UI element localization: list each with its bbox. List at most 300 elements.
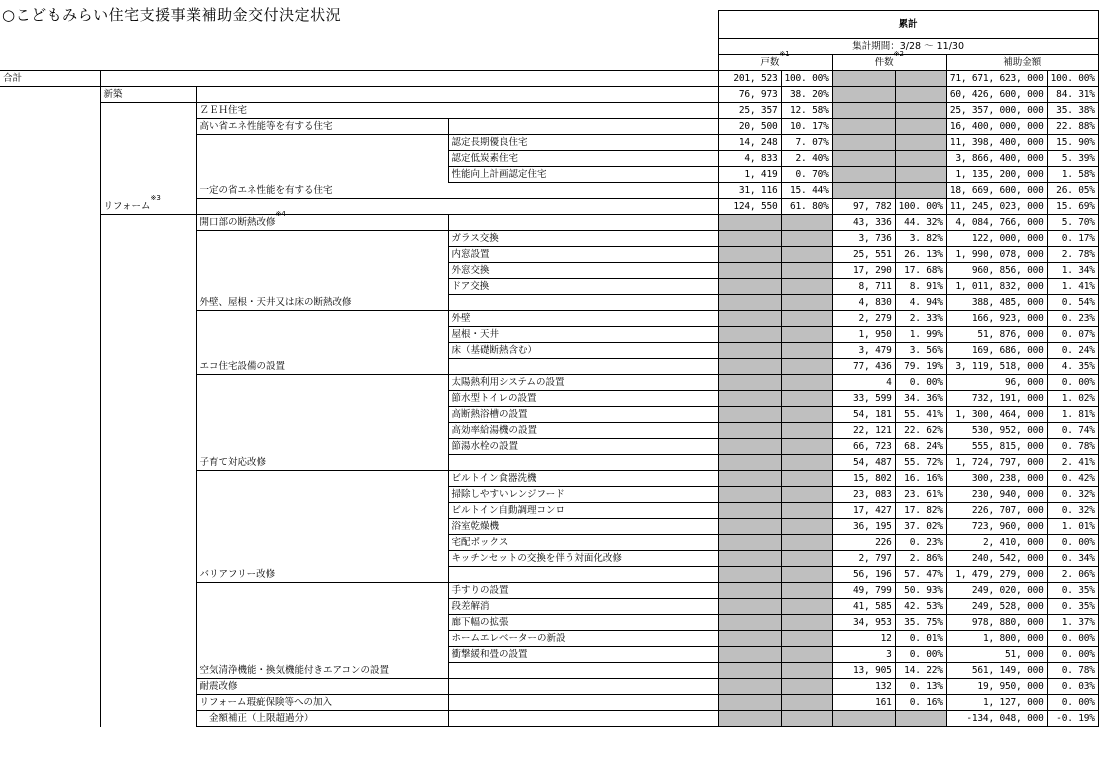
cases-percent: 35. 75% <box>895 615 946 631</box>
households-value <box>718 359 781 375</box>
tree-indent <box>196 503 448 519</box>
tree-indent <box>0 583 100 599</box>
cases-value: 12 <box>832 631 895 647</box>
households-percent <box>781 311 832 327</box>
tree-indent <box>100 663 196 679</box>
households-value <box>718 647 781 663</box>
amount-percent: 22. 88% <box>1047 119 1098 135</box>
row-label: 認定長期優良住宅 <box>448 135 718 151</box>
table-row <box>0 407 1098 423</box>
households-percent: 7. 07% <box>781 135 832 151</box>
tree-indent <box>0 679 100 695</box>
row-label: 高効率給湯機の設置 <box>448 423 718 439</box>
amount-value: 96, 000 <box>946 375 1047 391</box>
tree-indent <box>0 455 100 471</box>
tree-indent <box>196 519 448 535</box>
amount-value: 530, 952, 000 <box>946 423 1047 439</box>
table-row <box>0 295 1098 311</box>
amount-percent: 4. 35% <box>1047 359 1098 375</box>
households-percent <box>781 327 832 343</box>
tree-indent <box>100 583 196 599</box>
tree-indent <box>100 375 196 391</box>
households-value: 76, 973 <box>718 87 781 103</box>
cases-value <box>832 119 895 135</box>
amount-percent: 84. 31% <box>1047 87 1098 103</box>
households-value <box>718 391 781 407</box>
amount-value: 166, 923, 000 <box>946 311 1047 327</box>
row-label: 耐震改修 <box>196 679 448 695</box>
tree-indent <box>0 119 100 135</box>
table-row <box>0 567 1098 583</box>
cases-percent: 68. 24% <box>895 439 946 455</box>
row-label: ガラス交換 <box>448 231 718 247</box>
cases-percent: 0. 23% <box>895 535 946 551</box>
households-percent <box>781 279 832 295</box>
row-label: キッチンセットの交換を伴う対面化改修 <box>448 551 718 567</box>
tree-indent <box>0 487 100 503</box>
tree-indent <box>100 503 196 519</box>
households-value <box>718 407 781 423</box>
row-label: 空気清浄機能・換気機能付きエアコンの設置 <box>196 663 448 679</box>
table-row <box>0 439 1098 455</box>
table-row <box>0 615 1098 631</box>
row-label-span <box>448 71 718 87</box>
tree-indent <box>0 503 100 519</box>
households-percent: 38. 20% <box>781 87 832 103</box>
tree-indent <box>100 455 196 471</box>
tree-indent <box>196 583 448 599</box>
tree-indent <box>100 487 196 503</box>
tree-indent <box>0 551 100 567</box>
row-label: 外壁、屋根・天井又は床の断熱改修 <box>196 295 448 311</box>
households-percent: 12. 58% <box>781 103 832 119</box>
table-row <box>0 471 1098 487</box>
row-label-span <box>448 215 718 231</box>
row-label: ドア交換 <box>448 279 718 295</box>
cases-value: 41, 585 <box>832 599 895 615</box>
table-row <box>0 359 1098 375</box>
amount-value: 978, 880, 000 <box>946 615 1047 631</box>
table-row <box>0 695 1098 711</box>
tree-indent <box>196 231 448 247</box>
tree-indent <box>100 647 196 663</box>
households-value <box>718 311 781 327</box>
households-header: 戸数$^{※1}$ <box>718 55 832 71</box>
row-label-span <box>448 663 718 679</box>
tree-indent <box>100 247 196 263</box>
table-row <box>0 103 1098 119</box>
table-row <box>0 247 1098 263</box>
households-percent: 15. 44% <box>781 183 832 199</box>
row-label-span <box>448 679 718 695</box>
tree-indent <box>0 151 100 167</box>
amount-percent: 0. 24% <box>1047 343 1098 359</box>
amount-percent: 15. 90% <box>1047 135 1098 151</box>
tree-indent <box>196 391 448 407</box>
tree-indent <box>0 135 100 151</box>
amount-value: 1, 135, 200, 000 <box>946 167 1047 183</box>
tree-indent <box>196 263 448 279</box>
amount-value: 723, 960, 000 <box>946 519 1047 535</box>
cases-value: 3, 479 <box>832 343 895 359</box>
amount-value: 18, 669, 600, 000 <box>946 183 1047 199</box>
row-label-span <box>196 199 448 215</box>
amount-value: 1, 300, 464, 000 <box>946 407 1047 423</box>
amount-percent: 2. 06% <box>1047 567 1098 583</box>
amount-percent: 0. 07% <box>1047 327 1098 343</box>
cases-percent: 42. 53% <box>895 599 946 615</box>
row-label: リフォーム瑕疵保険等への加入 <box>196 695 448 711</box>
households-value <box>718 231 781 247</box>
amount-percent: 1. 02% <box>1047 391 1098 407</box>
row-label: 屋根・天井 <box>448 327 718 343</box>
cases-value <box>832 167 895 183</box>
cases-value: 3 <box>832 647 895 663</box>
table-row <box>0 711 1098 727</box>
cases-percent: 22. 62% <box>895 423 946 439</box>
households-value <box>718 343 781 359</box>
households-value <box>718 295 781 311</box>
cases-value: 2, 279 <box>832 311 895 327</box>
households-value <box>718 375 781 391</box>
tree-indent <box>100 519 196 535</box>
cases-percent <box>895 711 946 727</box>
row-label: 開口部の断熱改修$^{※4}$ <box>196 215 448 231</box>
cases-percent <box>895 167 946 183</box>
tree-indent <box>196 247 448 263</box>
tree-indent <box>0 439 100 455</box>
amount-value: 11, 398, 400, 000 <box>946 135 1047 151</box>
amount-value: 226, 707, 000 <box>946 503 1047 519</box>
households-percent <box>781 247 832 263</box>
households-percent: 2. 40% <box>781 151 832 167</box>
tree-indent <box>100 359 196 375</box>
table-row <box>0 183 1098 199</box>
households-value <box>718 679 781 695</box>
subsidy-table <box>0 10 1099 727</box>
households-percent <box>781 599 832 615</box>
amount-percent: 1. 81% <box>1047 407 1098 423</box>
tree-indent <box>0 375 100 391</box>
tree-indent <box>0 263 100 279</box>
table-row <box>0 631 1098 647</box>
amount-percent: 0. 78% <box>1047 663 1098 679</box>
tree-indent <box>0 599 100 615</box>
amount-value: 388, 485, 000 <box>946 295 1047 311</box>
row-label-span <box>448 455 718 471</box>
tree-indent <box>100 183 196 199</box>
tree-indent <box>100 567 196 583</box>
cases-value: 97, 782 <box>832 199 895 215</box>
tree-indent <box>100 311 196 327</box>
amount-value: 3, 866, 400, 000 <box>946 151 1047 167</box>
amount-value: 300, 238, 000 <box>946 471 1047 487</box>
table-row <box>0 663 1098 679</box>
amount-percent: 0. 32% <box>1047 487 1098 503</box>
cases-percent: 0. 01% <box>895 631 946 647</box>
households-value <box>718 471 781 487</box>
row-label-span <box>448 295 718 311</box>
tree-indent <box>0 695 100 711</box>
cases-value: 8, 711 <box>832 279 895 295</box>
tree-indent <box>100 279 196 295</box>
amount-percent: 0. 78% <box>1047 439 1098 455</box>
cases-value: 77, 436 <box>832 359 895 375</box>
households-percent <box>781 375 832 391</box>
tree-indent <box>0 631 100 647</box>
table-row <box>0 231 1098 247</box>
amount-percent: 2. 78% <box>1047 247 1098 263</box>
tree-indent <box>100 231 196 247</box>
cases-value: 34, 953 <box>832 615 895 631</box>
header-row-3 <box>0 55 1098 71</box>
amount-value: 25, 357, 000, 000 <box>946 103 1047 119</box>
households-value <box>718 423 781 439</box>
table-row <box>0 167 1098 183</box>
amount-percent: -0. 19% <box>1047 711 1098 727</box>
cases-percent: 1. 99% <box>895 327 946 343</box>
households-percent <box>781 519 832 535</box>
cases-percent: 55. 72% <box>895 455 946 471</box>
tree-indent <box>100 439 196 455</box>
row-label: 廊下幅の拡張 <box>448 615 718 631</box>
tree-indent <box>100 471 196 487</box>
cases-value: 17, 427 <box>832 503 895 519</box>
tree-indent <box>100 135 196 151</box>
cases-value: 13, 905 <box>832 663 895 679</box>
households-value <box>718 279 781 295</box>
tree-indent <box>196 471 448 487</box>
amount-percent: 26. 05% <box>1047 183 1098 199</box>
table-row <box>0 647 1098 663</box>
cases-value: 23, 083 <box>832 487 895 503</box>
cases-value: 25, 551 <box>832 247 895 263</box>
table-row <box>0 87 1098 103</box>
table-row <box>0 263 1098 279</box>
amount-value: 240, 542, 000 <box>946 551 1047 567</box>
households-value <box>718 711 781 727</box>
row-label-span <box>196 87 448 103</box>
table-row <box>0 583 1098 599</box>
amount-percent: 0. 32% <box>1047 503 1098 519</box>
tree-indent <box>0 663 100 679</box>
cases-value: 132 <box>832 679 895 695</box>
cases-percent <box>895 119 946 135</box>
cases-percent: 14. 22% <box>895 663 946 679</box>
table-row <box>0 119 1098 135</box>
cases-percent <box>895 87 946 103</box>
amount-value: 51, 876, 000 <box>946 327 1047 343</box>
tree-indent <box>100 679 196 695</box>
amount-percent: 1. 58% <box>1047 167 1098 183</box>
row-label: 浴室乾燥機 <box>448 519 718 535</box>
households-value <box>718 615 781 631</box>
tree-indent <box>100 343 196 359</box>
row-label: ホームエレベーターの新設 <box>448 631 718 647</box>
households-value <box>718 631 781 647</box>
amount-value: 60, 426, 600, 000 <box>946 87 1047 103</box>
households-percent <box>781 679 832 695</box>
amount-value: 11, 245, 023, 000 <box>946 199 1047 215</box>
cases-value: 17, 290 <box>832 263 895 279</box>
households-percent <box>781 711 832 727</box>
cases-percent <box>895 71 946 87</box>
cases-percent: 57. 47% <box>895 567 946 583</box>
row-label: 認定低炭素住宅 <box>448 151 718 167</box>
households-percent <box>781 631 832 647</box>
households-value: 31, 116 <box>718 183 781 199</box>
tree-indent <box>196 439 448 455</box>
amount-percent: 1. 01% <box>1047 519 1098 535</box>
tree-indent <box>196 551 448 567</box>
cases-percent: 79. 19% <box>895 359 946 375</box>
households-value <box>718 487 781 503</box>
cases-value <box>832 151 895 167</box>
amount-percent: 1. 34% <box>1047 263 1098 279</box>
households-percent <box>781 503 832 519</box>
households-value: 20, 500 <box>718 119 781 135</box>
households-value <box>718 503 781 519</box>
amount-percent: 5. 70% <box>1047 215 1098 231</box>
amount-value: 1, 724, 797, 000 <box>946 455 1047 471</box>
table-row <box>0 71 1098 87</box>
tree-indent <box>0 199 100 215</box>
cases-value: 56, 196 <box>832 567 895 583</box>
tree-indent <box>0 183 100 199</box>
row-label: 太陽熱利用システムの設置 <box>448 375 718 391</box>
table-row <box>0 519 1098 535</box>
tree-indent <box>196 135 448 151</box>
households-value: 4, 833 <box>718 151 781 167</box>
households-percent <box>781 215 832 231</box>
tree-indent <box>0 215 100 231</box>
households-percent <box>781 487 832 503</box>
amount-percent: 0. 23% <box>1047 311 1098 327</box>
row-label: 金額補正（上限超過分） <box>196 711 448 727</box>
table-row <box>0 455 1098 471</box>
tree-indent <box>196 535 448 551</box>
amount-percent: 0. 35% <box>1047 599 1098 615</box>
tree-indent <box>100 631 196 647</box>
households-percent <box>781 423 832 439</box>
tree-indent <box>0 231 100 247</box>
tree-indent <box>100 263 196 279</box>
tree-indent <box>100 711 196 727</box>
cumulative-header: 累計 <box>718 11 1098 39</box>
households-value: 1, 419 <box>718 167 781 183</box>
cases-percent: 17. 82% <box>895 503 946 519</box>
tree-indent <box>0 471 100 487</box>
table-row <box>0 199 1098 215</box>
amount-value: 230, 940, 000 <box>946 487 1047 503</box>
amount-value: 169, 686, 000 <box>946 343 1047 359</box>
tree-indent <box>0 87 100 103</box>
row-label: エコ住宅設備の設置 <box>196 359 448 375</box>
households-value <box>718 519 781 535</box>
amount-value: 249, 020, 000 <box>946 583 1047 599</box>
table-row <box>0 391 1098 407</box>
amount-value: 2, 410, 000 <box>946 535 1047 551</box>
households-value <box>718 567 781 583</box>
cases-percent: 8. 91% <box>895 279 946 295</box>
row-label: 新築 <box>100 87 196 103</box>
households-percent <box>781 343 832 359</box>
amount-value: 1, 127, 000 <box>946 695 1047 711</box>
table-row <box>0 151 1098 167</box>
row-label: 床（基礎断熱含む） <box>448 343 718 359</box>
amount-percent: 1. 41% <box>1047 279 1098 295</box>
row-label-span <box>100 71 196 87</box>
row-label-span <box>448 87 718 103</box>
period-header: 集計期間：3/28 ～ 11/30 <box>718 39 1098 55</box>
tree-indent <box>196 279 448 295</box>
cases-percent <box>895 135 946 151</box>
tree-indent <box>0 519 100 535</box>
tree-indent <box>0 711 100 727</box>
households-percent <box>781 231 832 247</box>
households-percent <box>781 583 832 599</box>
row-label-span <box>448 567 718 583</box>
row-label: バリアフリー改修 <box>196 567 448 583</box>
row-label: 外窓交換 <box>448 263 718 279</box>
amount-percent: 0. 03% <box>1047 679 1098 695</box>
cases-value <box>832 135 895 151</box>
table-row <box>0 327 1098 343</box>
cases-percent: 23. 61% <box>895 487 946 503</box>
amount-value: -134, 048, 000 <box>946 711 1047 727</box>
tree-indent <box>0 295 100 311</box>
tree-indent <box>100 295 196 311</box>
cases-percent: 55. 41% <box>895 407 946 423</box>
tree-indent <box>0 423 100 439</box>
amount-value: 16, 400, 000, 000 <box>946 119 1047 135</box>
table-row <box>0 487 1098 503</box>
tree-indent <box>100 151 196 167</box>
amount-value: 3, 119, 518, 000 <box>946 359 1047 375</box>
households-value: 124, 550 <box>718 199 781 215</box>
tree-indent <box>100 535 196 551</box>
row-label-span <box>448 359 718 375</box>
table-row <box>0 551 1098 567</box>
households-percent <box>781 695 832 711</box>
cases-percent: 2. 86% <box>895 551 946 567</box>
households-percent <box>781 295 832 311</box>
households-percent <box>781 391 832 407</box>
table-body <box>0 71 1098 727</box>
table-row <box>0 343 1098 359</box>
cases-percent: 50. 93% <box>895 583 946 599</box>
tree-indent <box>0 167 100 183</box>
tree-indent <box>100 615 196 631</box>
households-percent <box>781 407 832 423</box>
households-percent <box>781 535 832 551</box>
tree-indent <box>196 631 448 647</box>
amount-percent: 2. 41% <box>1047 455 1098 471</box>
row-label-span <box>448 103 718 119</box>
row-label: 外壁 <box>448 311 718 327</box>
cases-percent <box>895 183 946 199</box>
amount-value: 960, 856, 000 <box>946 263 1047 279</box>
cases-value <box>832 87 895 103</box>
tree-indent <box>100 599 196 615</box>
cases-percent: 0. 16% <box>895 695 946 711</box>
tree-indent <box>0 103 100 119</box>
cases-value: 54, 181 <box>832 407 895 423</box>
amount-percent: 0. 00% <box>1047 631 1098 647</box>
amount-value: 561, 149, 000 <box>946 663 1047 679</box>
amount-value: 71, 671, 623, 000 <box>946 71 1047 87</box>
cases-header: 件数$^{※2}$ <box>832 55 946 71</box>
